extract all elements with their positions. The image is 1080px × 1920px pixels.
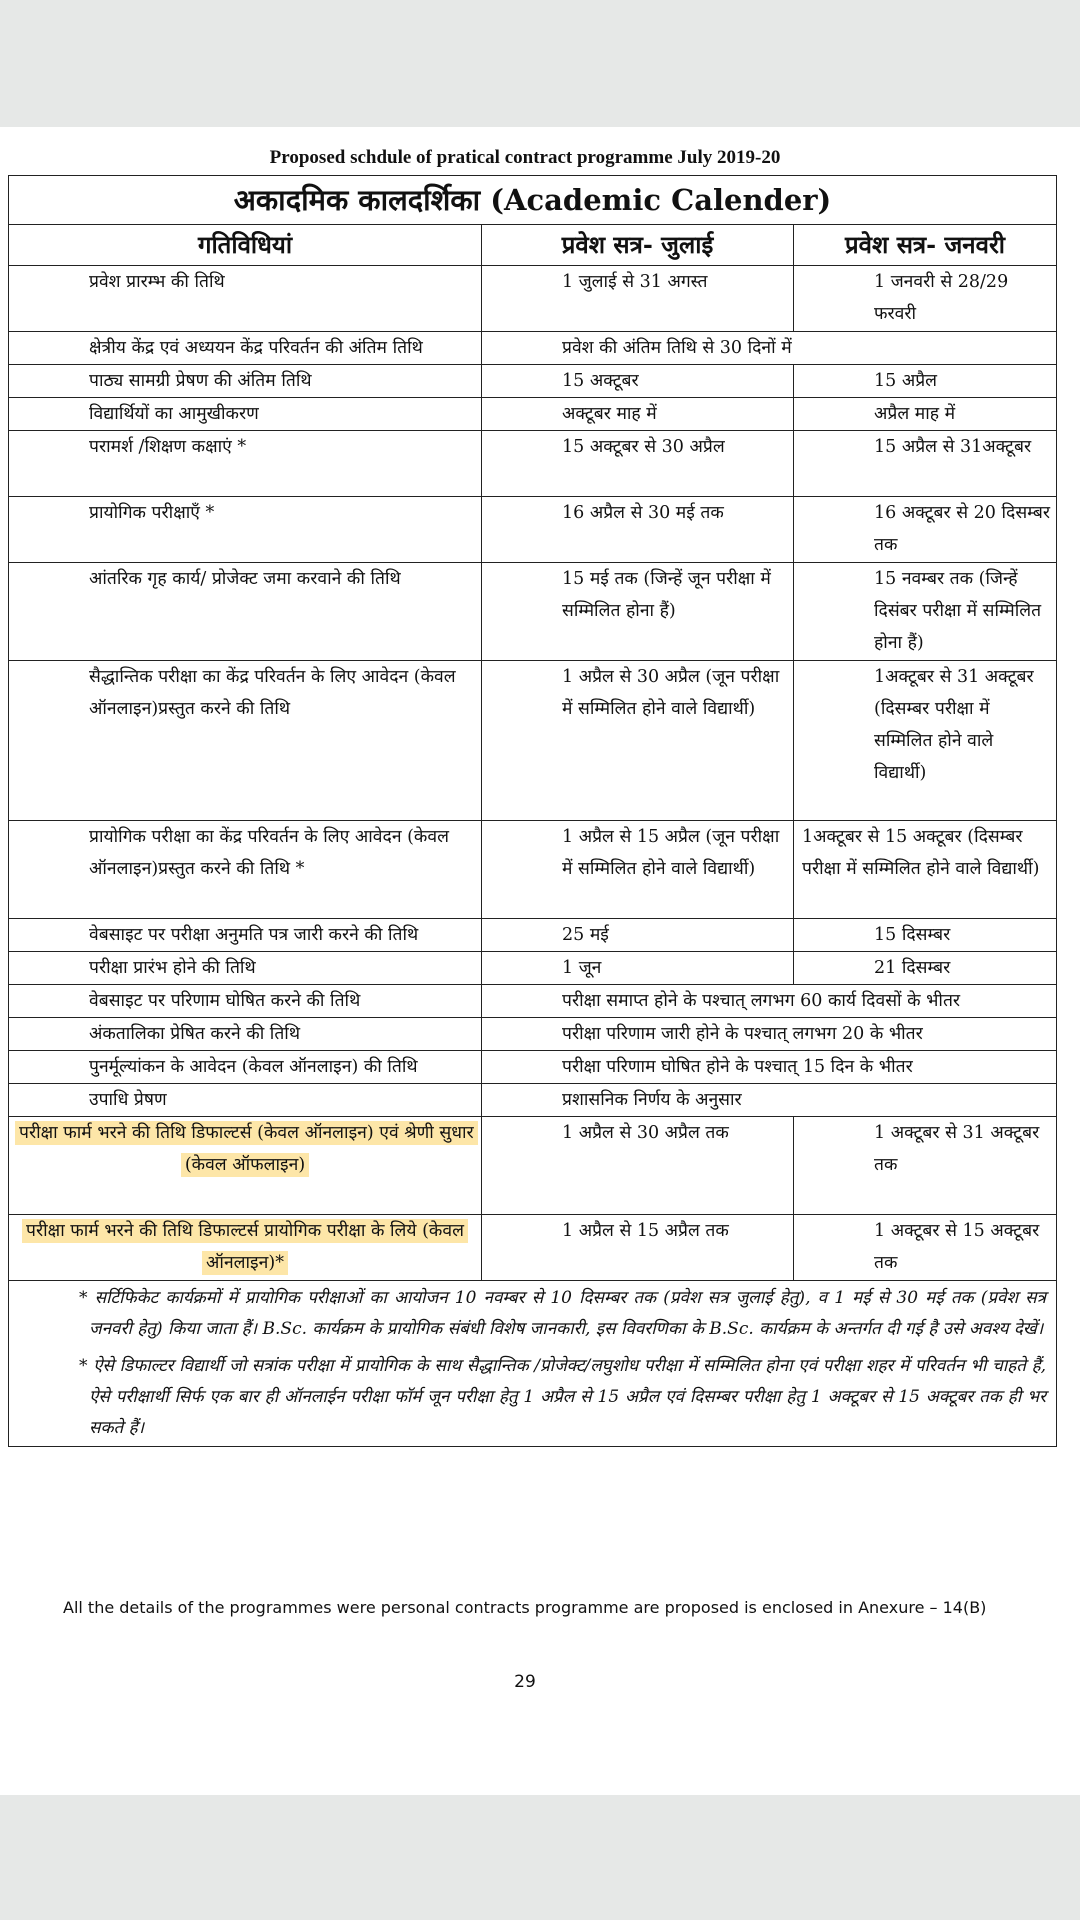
header-activities: गतिविधियां: [9, 225, 482, 266]
activity-cell: विद्यार्थियों का आमुखीकरण: [9, 398, 482, 431]
activity-cell: [9, 1117, 482, 1215]
table-row: [9, 563, 1057, 661]
activity-cell: प्रायोगिक परीक्षा का केंद्र परिवर्तन के लिए आवेदन (केवल ऑनलाइन)प्रस्तुत करने की तिथि *: [9, 821, 482, 919]
activity-cell: वेबसाइट पर परीक्षा अनुमति पत्र जारी करने की तिथि: [9, 919, 482, 952]
january-cell: 1 जनवरी से 28/29 फरवरी: [794, 266, 1057, 332]
activity-cell: परीक्षा प्रारंभ होने की तिथि: [9, 952, 482, 985]
highlighted-activity: परीक्षा फार्म भरने की तिथि डिफाल्टर्स प्रायोगिक परीक्षा के लिये (केवल ऑनलाइन)*: [22, 1219, 468, 1275]
january-cell: 15 अप्रैल से 31अक्टूबर: [794, 431, 1057, 497]
july-cell: 15 मई तक (जिन्हें जून परीक्षा में सम्मिलित होना हैं): [482, 563, 794, 661]
july-cell: 1 अप्रैल से 30 अप्रैल (जून परीक्षा में सम्मिलित होने वाले विद्यार्थी): [482, 661, 794, 821]
july-cell: 1 अप्रैल से 15 अप्रैल (जून परीक्षा में सम्मिलित होने वाले विद्यार्थी): [482, 821, 794, 919]
activity-cell: आंतरिक गृह कार्य/ प्रोजेक्ट जमा करवाने की तिथि: [9, 563, 482, 661]
july-cell: 25 मई: [482, 919, 794, 952]
activity-cell: सैद्धान्तिक परीक्षा का केंद्र परिवर्तन के लिए आवेदन (केवल ऑनलाइन)प्रस्तुत करने की तिथि: [9, 661, 482, 821]
january-cell: 16 अक्टूबर से 20 दिसम्बर तक: [794, 497, 1057, 563]
table-row: [9, 497, 1057, 563]
table-row: [9, 919, 1057, 952]
table-row: [9, 1018, 1057, 1051]
table-row: [9, 398, 1057, 431]
annexure-note: All the details of the programmes were personal contracts programme are proposed is enclosed in Anexure – 14(B): [63, 1598, 987, 1617]
july-cell: 1 जुलाई से 31 अगस्त: [482, 266, 794, 332]
january-cell: 1अक्टूबर से 31 अक्टूबर (दिसम्बर परीक्षा में सम्मिलित होने वाले विद्यार्थी): [794, 661, 1057, 821]
activity-cell: परामर्श /शिक्षण कक्षाएं *: [9, 431, 482, 497]
activity-cell: क्षेत्रीय केंद्र एवं अध्ययन केंद्र परिवर्तन की अंतिम तिथि: [9, 332, 482, 365]
january-cell: 15 दिसम्बर: [794, 919, 1057, 952]
january-cell: 1 अक्टूबर से 15 अक्टूबर तक: [794, 1215, 1057, 1281]
table-row: [9, 661, 1057, 821]
table-row: [9, 332, 1057, 365]
schedule-caption: Proposed schdule of pratical contract programme July 2019-20: [269, 147, 781, 168]
july-cell: 1 अप्रैल से 15 अप्रैल तक: [482, 1215, 794, 1281]
combined-cell: प्रवेश की अंतिम तिथि से 30 दिनों में: [482, 332, 1057, 365]
july-cell: 1 अप्रैल से 30 अप्रैल तक: [482, 1117, 794, 1215]
note-defaulters: * ऐसे डिफाल्टर विद्यार्थी जो सत्रांक परीक्षा में प्रायोगिक के साथ सैद्धान्तिक /प्रोजेक्ट/लघुशोध परीक्षा में सम्मिलित होना एवं परीक्षा शहर में परिवर्तन भी चाहते हैं, ऐसे परीक्षार्थी सिर्फ एक बार ही ऑनलाईन परीक्षा फॉर्म जून परीक्षा हेतु 1 अप्रैल से 15 अप्रैल एवं दिसम्बर परीक्षा हेतु 1 अक्टूबर से 15 अक्टूबर तक ही भर सकते हैं।: [79, 1356, 1047, 1438]
july-cell: 15 अक्टूबर: [482, 365, 794, 398]
table-row: [9, 952, 1057, 985]
table-row: [9, 1084, 1057, 1117]
july-cell: अक्टूबर माह में: [482, 398, 794, 431]
january-cell: 15 अप्रैल: [794, 365, 1057, 398]
january-cell: 15 नवम्बर तक (जिन्हें दिसंबर परीक्षा में सम्मिलित होना हैं): [794, 563, 1057, 661]
activity-cell: अंकतालिका प्रेषित करने की तिथि: [9, 1018, 482, 1051]
table-row: [9, 431, 1057, 497]
header-january-session: प्रवेश सत्र- जनवरी: [794, 225, 1057, 266]
january-cell: 1 अक्टूबर से 31 अक्टूबर तक: [794, 1117, 1057, 1215]
table-row: [9, 365, 1057, 398]
july-cell: 16 अप्रैल से 30 मई तक: [482, 497, 794, 563]
table-row: [9, 821, 1057, 919]
january-cell: 1अक्टूबर से 15 अक्टूबर (दिसम्बर परीक्षा में सम्मिलित होने वाले विद्यार्थी): [794, 821, 1057, 919]
july-cell: 15 अक्टूबर से 30 अप्रैल: [482, 431, 794, 497]
combined-cell: परीक्षा समाप्त होने के पश्चात् लगभग 60 कार्य दिवसों के भीतर: [482, 985, 1057, 1018]
table-row: [9, 1215, 1057, 1281]
notes-cell: [9, 1281, 1057, 1447]
january-cell: 21 दिसम्बर: [794, 952, 1057, 985]
combined-cell: परीक्षा परिणाम घोषित होने के पश्चात् 15 दिन के भीतर: [482, 1051, 1057, 1084]
note-practical-exams: * सर्टिफिकेट कार्यक्रमों में प्रायोगिक परीक्षाओं का आयोजन 10 नवम्बर से 10 दिसम्बर तक (प्रवेश सत्र जुलाई हेतु), व 1 मई से 30 मई तक (प्रवेश सत्र जनवरी हेतु) किया जाता हैं। B.Sc. कार्यक्रम के प्रायोगिक संबंधी विशेष जानकारी, इस विवरणिका के B.Sc. कार्यक्रम के अन्तर्गत दी गई है उसे अवश्य देखें।: [79, 1288, 1047, 1339]
july-cell: 1 जून: [482, 952, 794, 985]
activity-cell: प्रायोगिक परीक्षाएँ *: [9, 497, 482, 563]
activity-cell: उपाधि प्रेषण: [9, 1084, 482, 1117]
calendar-title: अकादमिक कालदर्शिका (Academic Calender): [9, 176, 1057, 225]
page-number: 29: [514, 1672, 536, 1692]
combined-cell: प्रशासनिक निर्णय के अनुसार: [482, 1084, 1057, 1117]
activity-cell: पाठ्य सामग्री प्रेषण की अंतिम तिथि: [9, 365, 482, 398]
activity-cell: पुनर्मूल्यांकन के आवेदन (केवल ऑनलाइन) की तिथि: [9, 1051, 482, 1084]
activity-cell: [9, 1215, 482, 1281]
table-row: [9, 985, 1057, 1018]
activity-cell: वेबसाइट पर परिणाम घोषित करने की तिथि: [9, 985, 482, 1018]
table-row: [9, 266, 1057, 332]
header-row: [9, 225, 1057, 266]
table-row: [9, 1117, 1057, 1215]
notes-row: [9, 1281, 1057, 1447]
table-row: [9, 1051, 1057, 1084]
highlighted-activity: परीक्षा फार्म भरने की तिथि डिफाल्टर्स (केवल ऑनलाइन) एवं श्रेणी सुधार (केवल ऑफलाइन): [15, 1121, 478, 1177]
activity-cell: प्रवेश प्रारम्भ की तिथि: [9, 266, 482, 332]
combined-cell: परीक्षा परिणाम जारी होने के पश्चात् लगभग 20 के भीतर: [482, 1018, 1057, 1051]
january-cell: अप्रैल माह में: [794, 398, 1057, 431]
title-row: [9, 176, 1057, 225]
academic-calendar-table: [8, 175, 1057, 1447]
header-july-session: प्रवेश सत्र- जुलाई: [482, 225, 794, 266]
